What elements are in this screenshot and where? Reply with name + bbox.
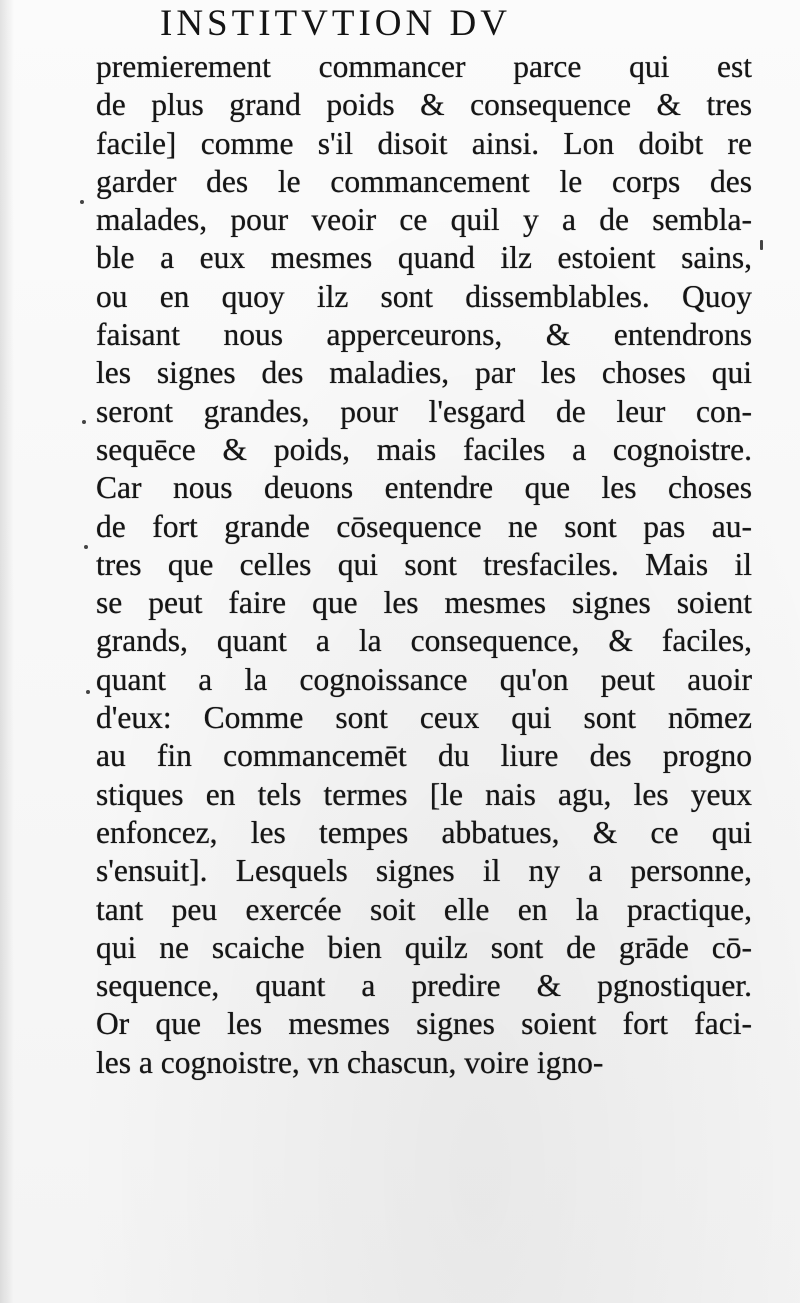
text-line: ble a eux mesmes quand ilz estoient sains, [96, 240, 752, 276]
text-line: de fort grande cōsequence ne sont pas au- [96, 508, 752, 544]
text-line: premierement commancer parce qui est [96, 49, 752, 84]
text-line: enfoncez, les tempes abbatues, & ce qui [96, 814, 752, 850]
text-line: garder des le commancement le corps des [96, 163, 752, 199]
print-speck [84, 545, 88, 549]
text-line: Car nous deuons entendre que les choses [96, 470, 752, 506]
text-line: de plus grand poids & consequence & tres [96, 87, 752, 123]
text-line: stiques en tels termes [le nais agu, les yeux [96, 776, 752, 812]
text-line: facile] comme s'il disoit ainsi. Lon doibt re [96, 125, 752, 161]
text-line: quant a la cognoissance qu'on peut auoir [96, 661, 752, 697]
text-line: au fin commancemēt du liure des progno [96, 738, 752, 774]
text-line: faisant nous apperceurons, & entendrons [96, 317, 752, 353]
text-line: tant peu exercée soit elle en la practique, [96, 891, 752, 927]
print-speck [80, 200, 84, 204]
text-line: ou en quoy ilz sont dissemblables. Quoy [96, 278, 752, 314]
text-line: d'eux: Comme sont ceux qui sont nōmez [96, 700, 752, 736]
print-speck [760, 240, 763, 250]
text-line: les a cognoistre, vn chascun, voire igno- [96, 1044, 604, 1080]
print-speck [86, 690, 90, 694]
text-line: malades, pour veoir ce quil y a de sembla- [96, 202, 752, 238]
print-speck [82, 420, 86, 424]
text-line: se peut faire que les mesmes signes soient [96, 585, 752, 621]
text-line: les signes des maladies, par les choses qui [96, 355, 752, 391]
page-gutter-shadow [0, 0, 14, 1303]
text-line: tres que celles qui sont tresfaciles. Mais il [96, 546, 752, 582]
body-text [96, 48, 752, 1082]
text-line: seront grandes, pour l'esgard de leur con- [96, 393, 752, 429]
text-line: sequence, quant a predire & pgnostiquer. [96, 968, 752, 1004]
text-line: s'ensuit]. Lesquels signes il ny a personne, [96, 853, 752, 889]
text-line: Or que les mesmes signes soient fort faci- [96, 1006, 752, 1042]
running-head: INSTITVTION DV [160, 3, 511, 44]
text-line: sequēce & poids, mais faciles a cognoistre. [96, 431, 752, 467]
text-line: grands, quant a la consequence, & faciles, [96, 623, 752, 659]
text-line: qui ne scaiche bien quilz sont de grāde cō- [96, 929, 752, 965]
